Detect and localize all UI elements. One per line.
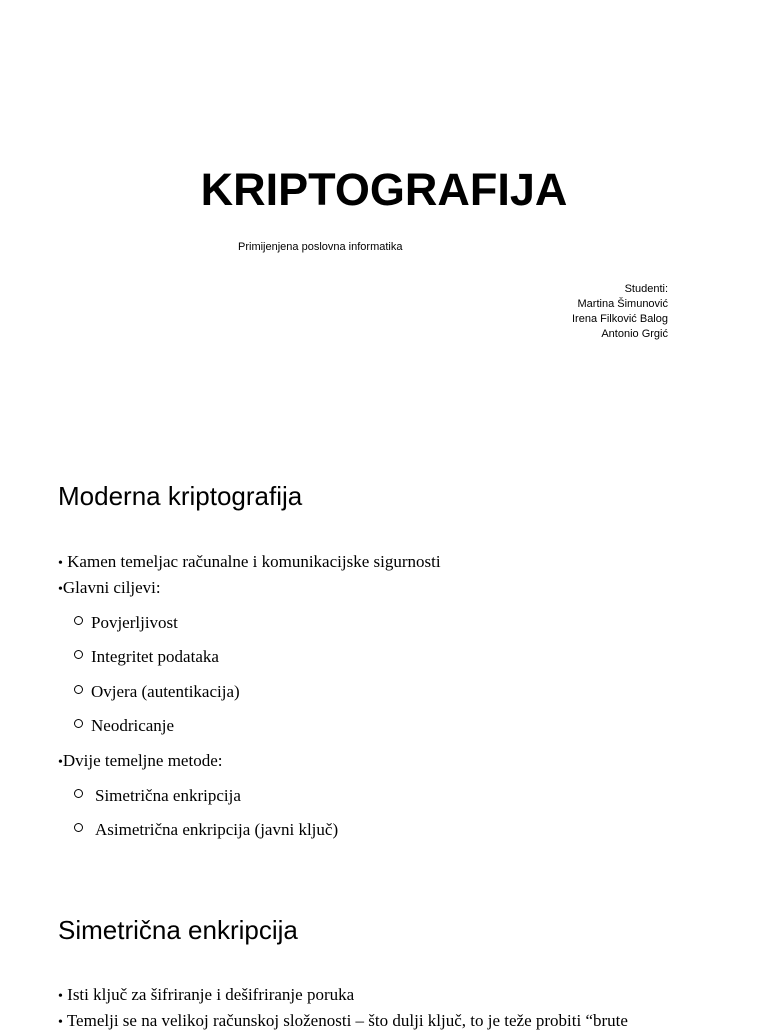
bullet-icon: •	[58, 582, 63, 597]
sub-list-item: Neodricanje	[74, 715, 174, 737]
sub-list-item: Asimetrična enkripcija (javni ključ)	[74, 819, 338, 841]
sub-list-item: Ovjera (autentikacija)	[74, 681, 240, 703]
bullet-icon: •	[58, 1015, 63, 1030]
subtitle: Primijenjena poslovna informatika	[238, 241, 403, 253]
bullet-icon: •	[58, 556, 63, 571]
circle-bullet-icon	[74, 719, 83, 728]
student-name: Antonio Grgić	[601, 328, 668, 340]
list-item: • Kamen temeljac računalne i komunikacijske sigurnosti	[58, 552, 441, 571]
section-heading-simetricna: Simetrična enkripcija	[58, 915, 298, 945]
list-item: • Temelji se na velikoj računskoj složenosti – što dulji ključ, to je teže probiti “brute	[58, 1011, 628, 1030]
bullet-icon: •	[58, 755, 63, 770]
sub-list-item: Povjerljivost	[74, 612, 178, 634]
students-block	[572, 282, 668, 342]
section-heading-moderna: Moderna kriptografija	[58, 481, 303, 511]
circle-bullet-icon	[74, 789, 83, 798]
circle-bullet-icon	[74, 685, 83, 694]
page-title: KRIPTOGRAFIJA	[200, 164, 568, 215]
circle-bullet-icon	[74, 650, 83, 659]
circle-bullet-icon	[74, 823, 83, 832]
student-name: Martina Šimunović	[577, 298, 668, 310]
sub-list-item: Integritet podataka	[74, 646, 219, 668]
list-item: • Isti ključ za šifriranje i dešifriranje poruka	[58, 985, 355, 1004]
list-item: •Glavni ciljevi:	[58, 578, 161, 597]
list-item: •Dvije temeljne metode:	[58, 751, 223, 770]
sub-list-item: Simetrična enkripcija	[74, 785, 241, 807]
circle-bullet-icon	[74, 616, 83, 625]
bullet-icon: •	[58, 989, 63, 1004]
student-name: Irena Filković Balog	[572, 313, 668, 325]
students-label: Studenti:	[624, 283, 668, 295]
